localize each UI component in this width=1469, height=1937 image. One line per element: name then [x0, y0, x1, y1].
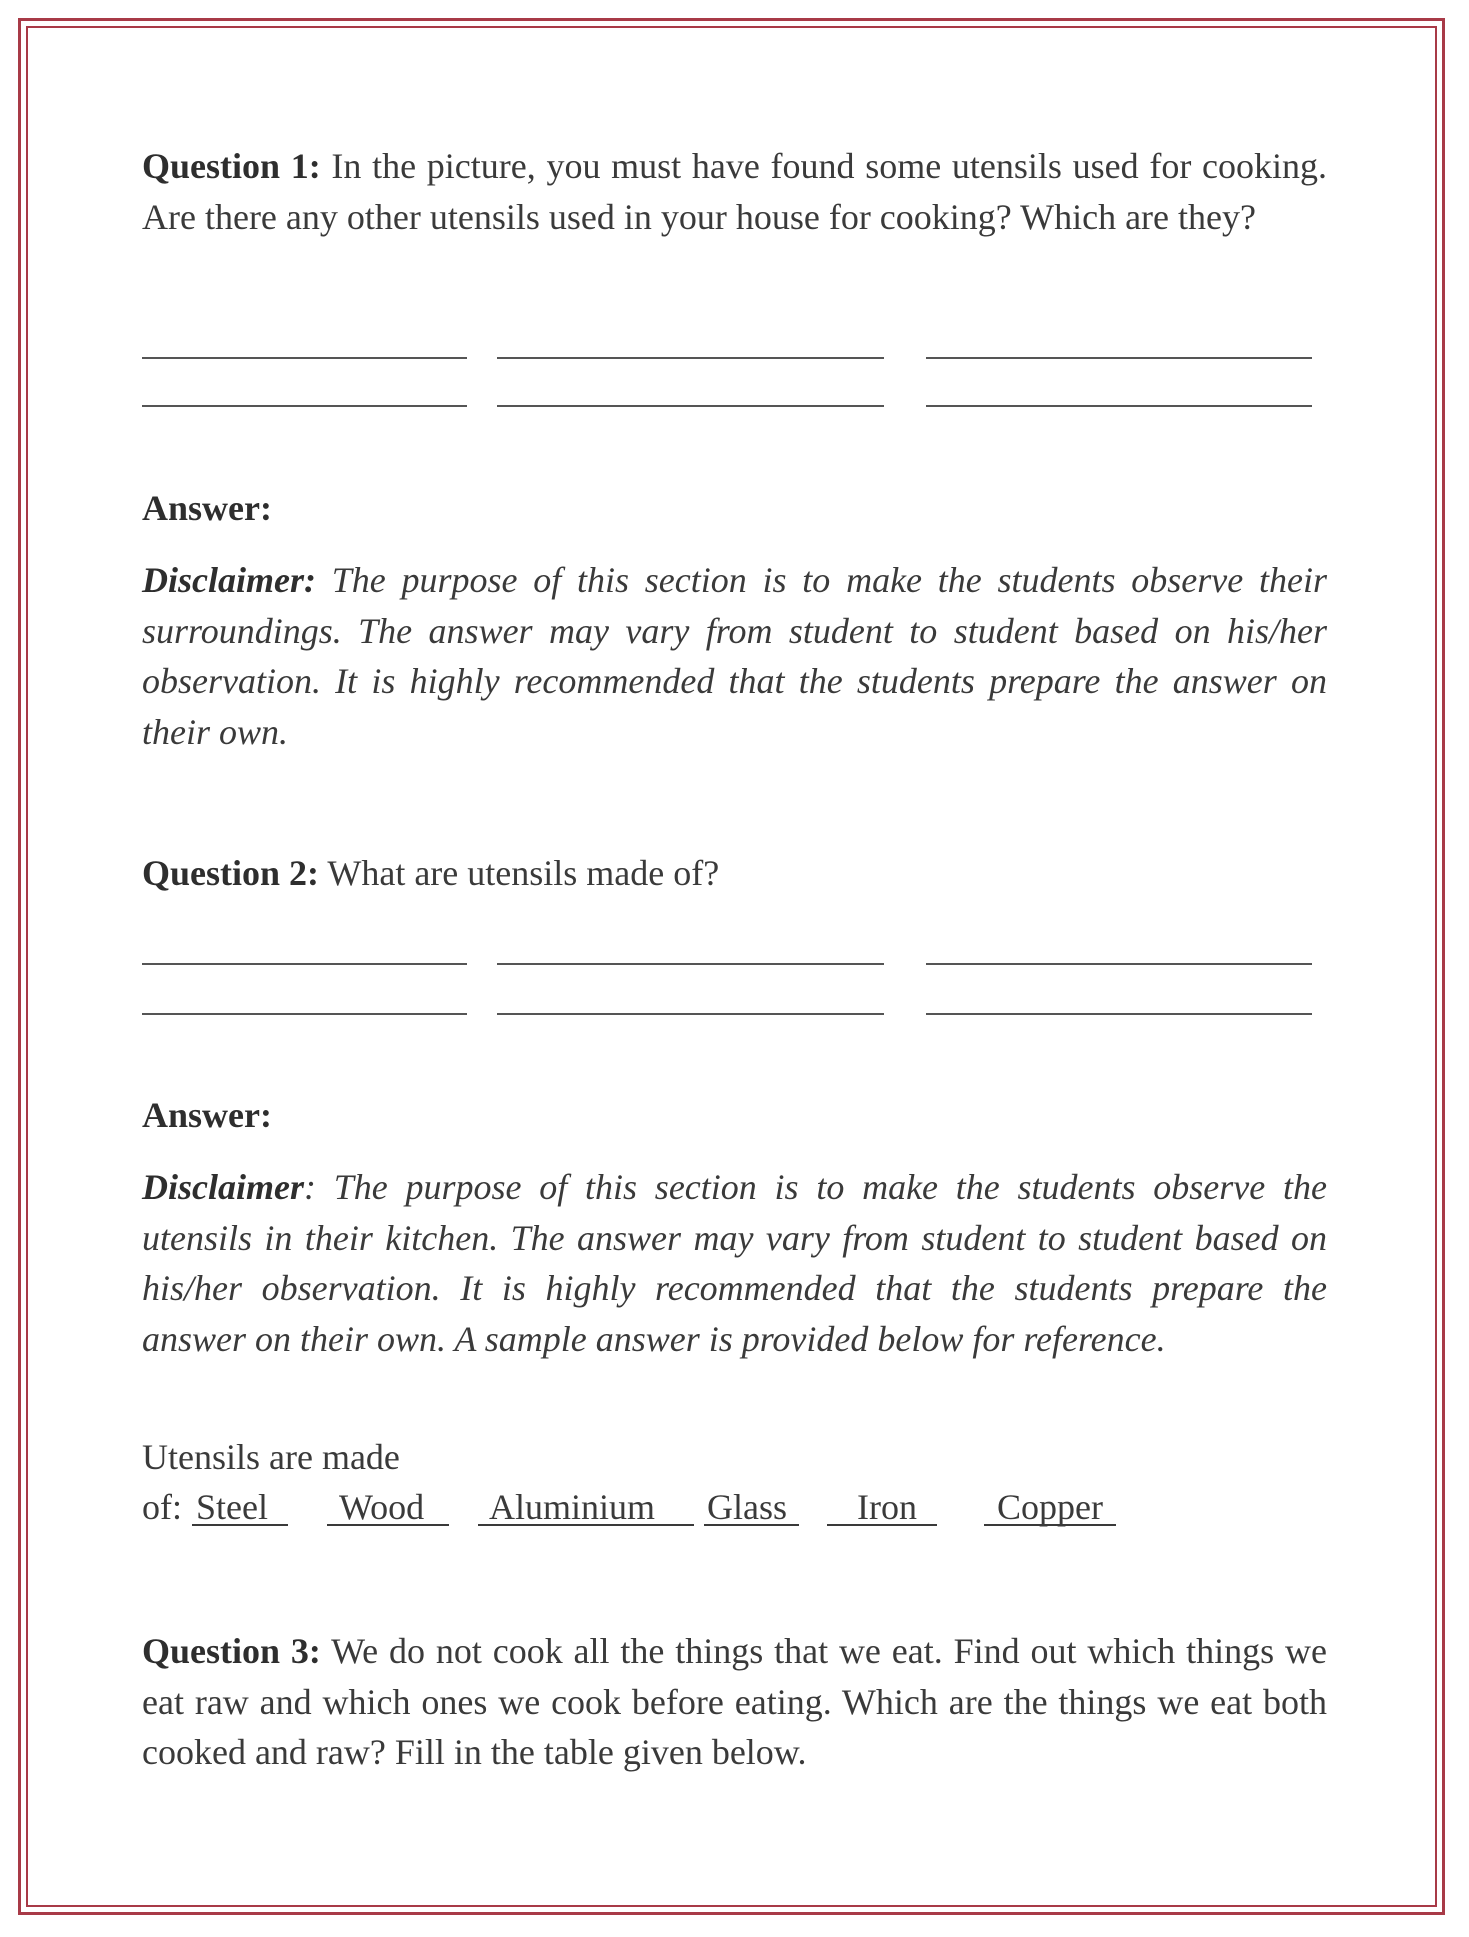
- material-underline: [192, 1524, 288, 1526]
- answer-blank-line[interactable]: [142, 357, 467, 359]
- answer-blank-line[interactable]: [142, 405, 467, 407]
- material-item: Iron: [857, 1487, 917, 1527]
- answer-blank-line[interactable]: [497, 405, 884, 407]
- material-item: Aluminium: [489, 1487, 656, 1527]
- disclaimer-text: The purpose of this section is to make the students observe the utensils in their kitchen. The answer may vary from student to student based on his/her observation. It is highly recommended that the students prepare the answer on their own. A sample answer is provided below for reference.: [142, 1167, 1327, 1359]
- disclaimer-text: The purpose of this section is to make the students observe their surroundings. The answer may vary from student to student based on his/her observation. It is highly recommended that the students prepare the answer on their own.: [142, 560, 1327, 752]
- materials-intro: Utensils are made: [142, 1437, 400, 1477]
- material-underline: [984, 1524, 1116, 1526]
- materials-list: [142, 1482, 1327, 1532]
- answer-blank-line[interactable]: [926, 1013, 1312, 1015]
- materials-of-label: of:: [142, 1487, 182, 1527]
- answer-2-disclaimer: [142, 1162, 1327, 1364]
- question-1-label: Question 1:: [142, 146, 321, 186]
- disclaimer-colon: :: [303, 1167, 316, 1207]
- page-border-inner: [26, 26, 1437, 1907]
- answer-blank-line[interactable]: [926, 357, 1312, 359]
- material-underline: [704, 1524, 799, 1526]
- answer-blank-line[interactable]: [497, 357, 884, 359]
- material-item: Glass: [707, 1487, 787, 1527]
- answer-blank-line[interactable]: [142, 963, 467, 965]
- answer-blank-line[interactable]: [497, 1013, 884, 1015]
- question-3-text: We do not cook all the things that we eat. Find out which things we eat raw and which ones we cook before eating. Which are the things we eat both cooked and raw? Fill in the table given below.: [142, 1631, 1327, 1772]
- material-item: Wood: [339, 1487, 425, 1527]
- material-underline: [327, 1524, 449, 1526]
- answer-2-label: Answer:: [142, 1095, 272, 1135]
- answer-blank-line[interactable]: [142, 1013, 467, 1015]
- answer-blank-line[interactable]: [497, 963, 884, 965]
- material-item: Copper: [997, 1487, 1103, 1527]
- answer-blank-line[interactable]: [926, 963, 1312, 965]
- answer-1-label: Answer:: [142, 488, 272, 528]
- material-item: Steel: [196, 1487, 268, 1527]
- question-1: [142, 141, 1327, 242]
- materials-answer: [142, 1432, 1327, 1532]
- material-underline: [478, 1524, 694, 1526]
- question-3-label: Question 3:: [142, 1631, 321, 1671]
- question-3: [142, 1626, 1327, 1778]
- disclaimer-label: Disclaimer: [142, 1167, 304, 1207]
- question-2-label: Question 2:: [142, 853, 320, 893]
- question-1-text: In the picture, you must have found some utensils used for cooking. Are there any other utensils used in your house for cooking? Which are they?: [142, 146, 1327, 237]
- answer-blank-line[interactable]: [926, 405, 1312, 407]
- question-2: [142, 848, 1327, 899]
- question-2-text: What are utensils made of?: [319, 853, 720, 893]
- disclaimer-label: Disclaimer:: [142, 560, 316, 600]
- answer-1-disclaimer: [142, 555, 1327, 757]
- material-underline: [827, 1524, 937, 1526]
